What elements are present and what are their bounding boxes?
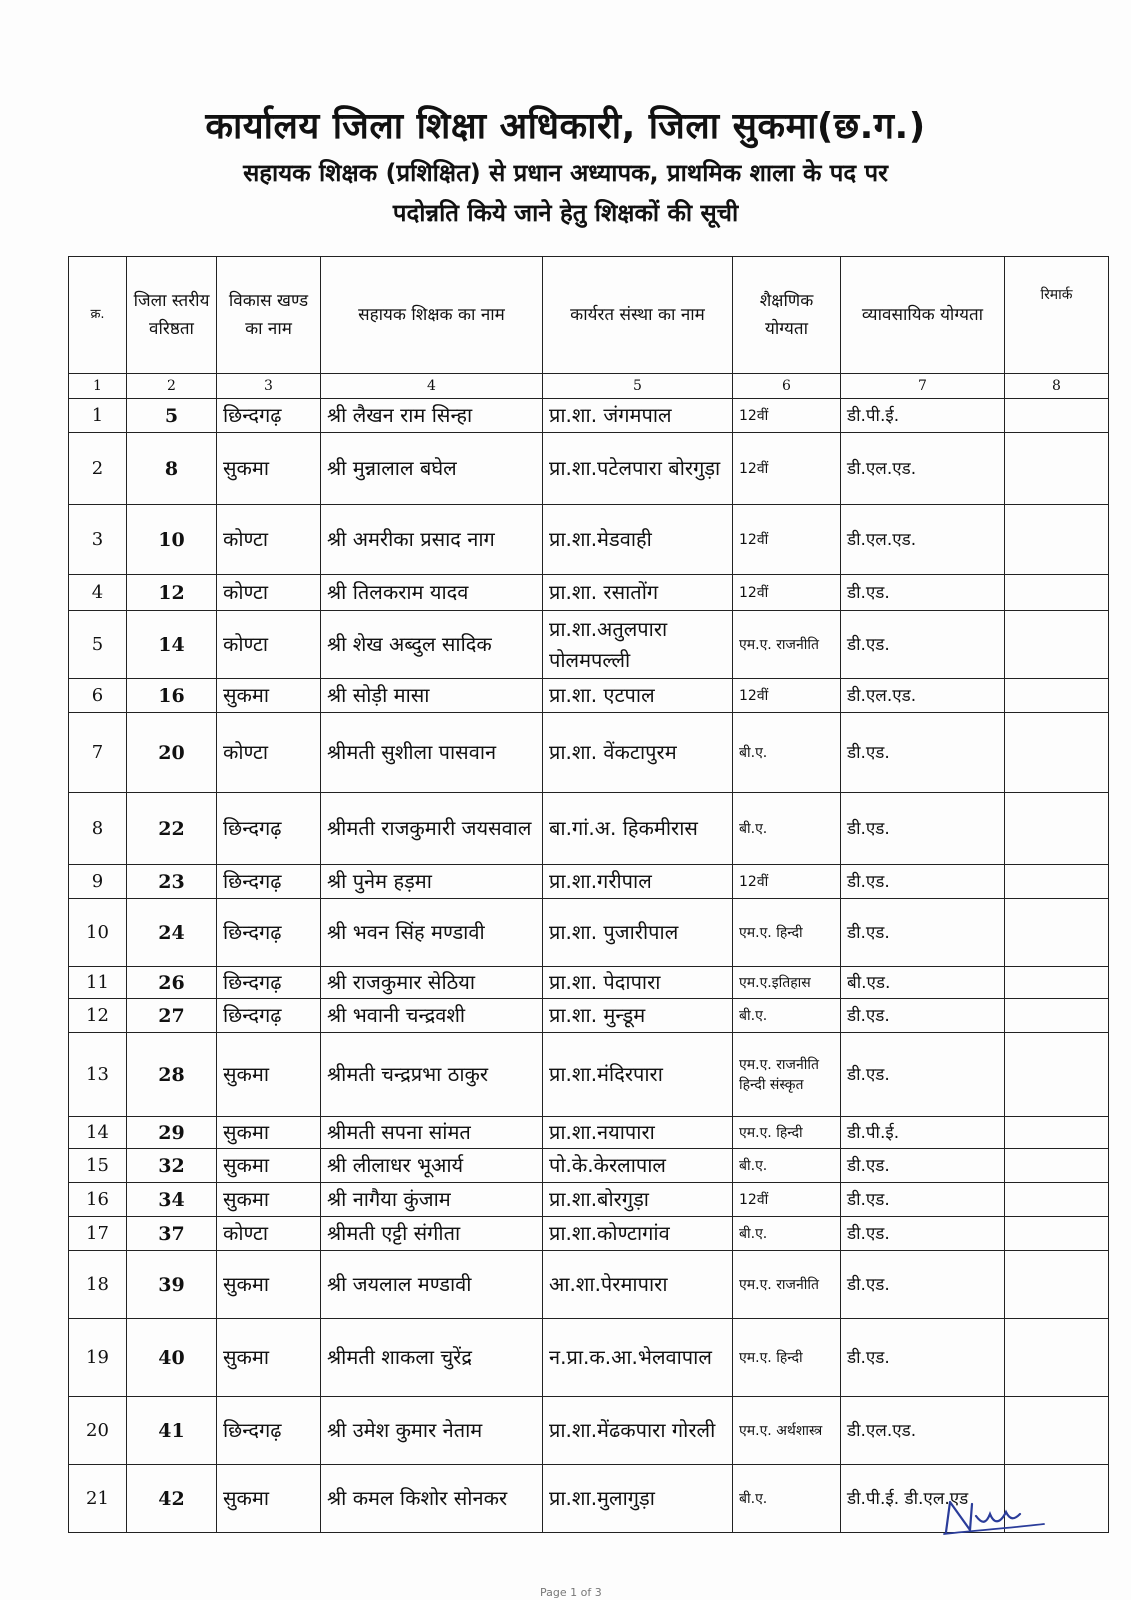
table-row [69, 399, 1109, 433]
remark-cell [1005, 1117, 1109, 1149]
remark-cell [1005, 1149, 1109, 1183]
teacher-name-cell: श्री राजकुमार सेठिया [321, 967, 543, 999]
serial-number-cell: 2 [69, 433, 127, 505]
teacher-name-cell: श्री सोड़ी मासा [321, 679, 543, 713]
institution-cell: पो.के.केरलापाल [543, 1149, 733, 1183]
education-cell: 12वीं [733, 433, 841, 505]
institution-cell: प्रा.शा. रसातोंग [543, 575, 733, 611]
institution-cell: प्रा.शा.मेडवाही [543, 505, 733, 575]
professional-qualification-cell: डी.एड. [841, 899, 1005, 967]
seniority-cell: 34 [127, 1183, 217, 1217]
remark-cell [1005, 575, 1109, 611]
professional-qualification-cell: बी.एड. [841, 967, 1005, 999]
serial-number-cell: 18 [69, 1251, 127, 1319]
serial-number-cell: 9 [69, 865, 127, 899]
institution-cell: आ.शा.पेरमापारा [543, 1251, 733, 1319]
seniority-cell: 24 [127, 899, 217, 967]
professional-qualification-cell: डी.एड. [841, 1033, 1005, 1117]
serial-number-cell: 11 [69, 967, 127, 999]
block-name-cell: छिन्दगढ़ [217, 999, 321, 1033]
block-name-cell: सुकमा [217, 1251, 321, 1319]
serial-number-cell: 5 [69, 611, 127, 679]
teacher-name-cell: श्री कमल किशोर सोनकर [321, 1465, 543, 1533]
remark-cell [1005, 713, 1109, 793]
serial-number-cell: 10 [69, 899, 127, 967]
education-cell: 12वीं [733, 575, 841, 611]
institution-cell: प्रा.शा. पेदापारा [543, 967, 733, 999]
serial-number-cell: 3 [69, 505, 127, 575]
serial-number-cell: 6 [69, 679, 127, 713]
professional-qualification-cell: डी.एड. [841, 713, 1005, 793]
table-row [69, 505, 1109, 575]
column-number: 4 [321, 374, 543, 399]
seniority-cell: 12 [127, 575, 217, 611]
professional-qualification-cell: डी.पी.ई. डी.एल.एड [841, 1465, 1005, 1533]
seniority-cell: 40 [127, 1319, 217, 1397]
remark-cell [1005, 1217, 1109, 1251]
table-row [69, 1117, 1109, 1149]
serial-number-cell: 17 [69, 1217, 127, 1251]
seniority-cell: 10 [127, 505, 217, 575]
block-name-cell: कोण्टा [217, 611, 321, 679]
column-number: 8 [1005, 374, 1109, 399]
table-header-row [69, 257, 1109, 374]
remark-cell [1005, 399, 1109, 433]
education-cell: 12वीं [733, 505, 841, 575]
institution-cell: प्रा.शा.नयापारा [543, 1117, 733, 1149]
seniority-cell: 41 [127, 1397, 217, 1465]
education-cell: एम.ए. अर्थशास्त्र [733, 1397, 841, 1465]
table-row [69, 1033, 1109, 1117]
remark-cell [1005, 899, 1109, 967]
block-name-cell: सुकमा [217, 1033, 321, 1117]
serial-number-cell: 7 [69, 713, 127, 793]
professional-qualification-cell: डी.एड. [841, 999, 1005, 1033]
seniority-cell: 20 [127, 713, 217, 793]
education-cell: एम.ए. राजनीति [733, 611, 841, 679]
remark-cell [1005, 1397, 1109, 1465]
block-name-cell: सुकमा [217, 1149, 321, 1183]
column-header: रिमार्क [1005, 257, 1109, 374]
institution-cell: प्रा.शा. पुजारीपाल [543, 899, 733, 967]
serial-number-cell: 8 [69, 793, 127, 865]
education-cell: बी.ए. [733, 999, 841, 1033]
seniority-cell: 32 [127, 1149, 217, 1183]
teacher-name-cell: श्री पुनेम हड़मा [321, 865, 543, 899]
professional-qualification-cell: डी.एड. [841, 611, 1005, 679]
education-cell: एम.ए.इतिहास [733, 967, 841, 999]
professional-qualification-cell: डी.एड. [841, 865, 1005, 899]
remark-cell [1005, 611, 1109, 679]
teacher-name-cell: श्री भवन सिंह मण्डावी [321, 899, 543, 967]
serial-number-cell: 15 [69, 1149, 127, 1183]
education-cell: एम.ए. राजनीति हिन्दी संस्कृत [733, 1033, 841, 1117]
serial-number-cell: 13 [69, 1033, 127, 1117]
teacher-name-cell: श्री शेख अब्दुल सादिक [321, 611, 543, 679]
institution-cell: प्रा.शा.मुलागुड़ा [543, 1465, 733, 1533]
table-body [69, 399, 1109, 1533]
column-header: शैक्षणिक योग्यता [733, 257, 841, 374]
seniority-cell: 37 [127, 1217, 217, 1251]
professional-qualification-cell: डी.पी.ई. [841, 1117, 1005, 1149]
table-row [69, 967, 1109, 999]
serial-number-cell: 12 [69, 999, 127, 1033]
table-row [69, 1217, 1109, 1251]
seniority-cell: 22 [127, 793, 217, 865]
serial-number-cell: 14 [69, 1117, 127, 1149]
education-cell: 12वीं [733, 865, 841, 899]
remark-cell [1005, 793, 1109, 865]
column-header: व्यावसायिक योग्यता [841, 257, 1005, 374]
education-cell: एम.ए. हिन्दी [733, 899, 841, 967]
seniority-cell: 16 [127, 679, 217, 713]
seniority-cell: 27 [127, 999, 217, 1033]
column-number: 5 [543, 374, 733, 399]
teacher-promotion-table [68, 256, 1109, 1533]
professional-qualification-cell: डी.पी.ई. [841, 399, 1005, 433]
block-name-cell: सुकमा [217, 1319, 321, 1397]
table-row [69, 865, 1109, 899]
seniority-cell: 23 [127, 865, 217, 899]
block-name-cell: छिन्दगढ़ [217, 899, 321, 967]
teacher-name-cell: श्री अमरीका प्रसाद नाग [321, 505, 543, 575]
teacher-name-cell: श्री जयलाल मण्डावी [321, 1251, 543, 1319]
table-row [69, 1319, 1109, 1397]
column-number: 7 [841, 374, 1005, 399]
remark-cell [1005, 505, 1109, 575]
professional-qualification-cell: डी.एल.एड. [841, 679, 1005, 713]
remark-cell [1005, 967, 1109, 999]
seniority-cell: 28 [127, 1033, 217, 1117]
teacher-name-cell: श्री तिलकराम यादव [321, 575, 543, 611]
teacher-name-cell: श्री उमेश कुमार नेताम [321, 1397, 543, 1465]
serial-number-cell: 19 [69, 1319, 127, 1397]
block-name-cell: सुकमा [217, 1117, 321, 1149]
seniority-cell: 26 [127, 967, 217, 999]
professional-qualification-cell: डी.एल.एड. [841, 505, 1005, 575]
seniority-cell: 29 [127, 1117, 217, 1149]
table-row [69, 999, 1109, 1033]
seniority-cell: 5 [127, 399, 217, 433]
institution-cell: प्रा.शा.कोण्टागांव [543, 1217, 733, 1251]
institution-cell: प्रा.शा.गरीपाल [543, 865, 733, 899]
education-cell: एम.ए. हिन्दी [733, 1319, 841, 1397]
remark-cell [1005, 679, 1109, 713]
teacher-name-cell: श्री नागैया कुंजाम [321, 1183, 543, 1217]
professional-qualification-cell: डी.एड. [841, 793, 1005, 865]
column-header: विकास खण्ड का नाम [217, 257, 321, 374]
remark-cell [1005, 865, 1109, 899]
serial-number-cell: 20 [69, 1397, 127, 1465]
table-row [69, 899, 1109, 967]
professional-qualification-cell: डी.एड. [841, 1183, 1005, 1217]
teacher-name-cell: श्रीमती शाकला चुरेंद्र [321, 1319, 543, 1397]
education-cell: एम.ए. हिन्दी [733, 1117, 841, 1149]
institution-cell: प्रा.शा.अतुलपारा पोलमपल्ली [543, 611, 733, 679]
teacher-name-cell: श्रीमती सपना सांमत [321, 1117, 543, 1149]
serial-number-cell: 21 [69, 1465, 127, 1533]
table-row [69, 1251, 1109, 1319]
remark-cell [1005, 999, 1109, 1033]
remark-cell [1005, 433, 1109, 505]
seniority-cell: 8 [127, 433, 217, 505]
block-name-cell: छिन्दगढ़ [217, 865, 321, 899]
professional-qualification-cell: डी.एल.एड. [841, 1397, 1005, 1465]
professional-qualification-cell: डी.एड. [841, 1251, 1005, 1319]
education-cell: 12वीं [733, 1183, 841, 1217]
table-row [69, 793, 1109, 865]
professional-qualification-cell: डी.एड. [841, 1217, 1005, 1251]
block-name-cell: छिन्दगढ़ [217, 793, 321, 865]
block-name-cell: छिन्दगढ़ [217, 967, 321, 999]
block-name-cell: सुकमा [217, 433, 321, 505]
column-number: 2 [127, 374, 217, 399]
teacher-name-cell: श्री लीलाधर भूआर्य [321, 1149, 543, 1183]
table-row [69, 575, 1109, 611]
education-cell: बी.ए. [733, 1217, 841, 1251]
institution-cell: न.प्रा.क.आ.भेलवापाल [543, 1319, 733, 1397]
signature-mark [940, 1494, 1050, 1538]
table-row [69, 713, 1109, 793]
institution-cell: प्रा.शा.बोरगुड़ा [543, 1183, 733, 1217]
table-row [69, 679, 1109, 713]
teacher-name-cell: श्री मुन्नालाल बघेल [321, 433, 543, 505]
institution-cell: प्रा.शा.मेंढकपारा गोरली [543, 1397, 733, 1465]
list-subtitle-line1: सहायक शिक्षक (प्रशिक्षित) से प्रधान अध्यापक, प्राथमिक शाला के पद पर [243, 159, 888, 187]
block-name-cell: कोण्टा [217, 505, 321, 575]
professional-qualification-cell: डी.एड. [841, 575, 1005, 611]
column-header: कार्यरत संस्था का नाम [543, 257, 733, 374]
remark-cell [1005, 1251, 1109, 1319]
list-subtitle-line2: पदोन्नति किये जाने हेतु शिक्षकों की सूची [392, 199, 739, 227]
block-name-cell: छिन्दगढ़ [217, 1397, 321, 1465]
education-cell: बी.ए. [733, 793, 841, 865]
institution-cell: प्रा.शा. मुन्डूम [543, 999, 733, 1033]
table-row [69, 1183, 1109, 1217]
page-number: Page 1 of 3 [540, 1586, 602, 1599]
education-cell: 12वीं [733, 399, 841, 433]
column-number: 6 [733, 374, 841, 399]
remark-cell [1005, 1183, 1109, 1217]
institution-cell: प्रा.शा. वेंकटापुरम [543, 713, 733, 793]
teacher-name-cell: श्रीमती राजकुमारी जयसवाल [321, 793, 543, 865]
serial-number-cell: 4 [69, 575, 127, 611]
block-name-cell: कोण्टा [217, 575, 321, 611]
column-header: सहायक शिक्षक का नाम [321, 257, 543, 374]
column-number: 1 [69, 374, 127, 399]
teacher-name-cell: श्रीमती एट्टी संगीता [321, 1217, 543, 1251]
block-name-cell: सुकमा [217, 1183, 321, 1217]
education-cell: एम.ए. राजनीति [733, 1251, 841, 1319]
education-cell: बी.ए. [733, 1149, 841, 1183]
education-cell: बी.ए. [733, 1465, 841, 1533]
institution-cell: प्रा.शा.मंदिरपारा [543, 1033, 733, 1117]
education-cell: बी.ए. [733, 713, 841, 793]
table-row [69, 433, 1109, 505]
seniority-cell: 14 [127, 611, 217, 679]
teacher-name-cell: श्रीमती सुशीला पासवान [321, 713, 543, 793]
remark-cell [1005, 1319, 1109, 1397]
block-name-cell: सुकमा [217, 1465, 321, 1533]
column-header: क्र. [69, 257, 127, 374]
block-name-cell: कोण्टा [217, 713, 321, 793]
serial-number-cell: 1 [69, 399, 127, 433]
teacher-name-cell: श्री लैखन राम सिन्हा [321, 399, 543, 433]
professional-qualification-cell: डी.एल.एड. [841, 433, 1005, 505]
office-title: कार्यालय जिला शिक्षा अधिकारी, जिला सुकमा(छ.ग.) [205, 106, 926, 147]
institution-cell: बा.गां.अ. हिकमीरास [543, 793, 733, 865]
seniority-cell: 39 [127, 1251, 217, 1319]
column-number: 3 [217, 374, 321, 399]
table-row [69, 1397, 1109, 1465]
education-cell: 12वीं [733, 679, 841, 713]
professional-qualification-cell: डी.एड. [841, 1149, 1005, 1183]
institution-cell: प्रा.शा.पटेलपारा बोरगुड़ा [543, 433, 733, 505]
institution-cell: प्रा.शा. जंगमपाल [543, 399, 733, 433]
column-header: जिला स्तरीय वरिष्ठता [127, 257, 217, 374]
column-number-row [69, 374, 1109, 399]
teacher-name-cell: श्रीमती चन्द्रप्रभा ठाकुर [321, 1033, 543, 1117]
block-name-cell: छिन्दगढ़ [217, 399, 321, 433]
block-name-cell: कोण्टा [217, 1217, 321, 1251]
serial-number-cell: 16 [69, 1183, 127, 1217]
professional-qualification-cell: डी.एड. [841, 1319, 1005, 1397]
table-row [69, 611, 1109, 679]
teacher-name-cell: श्री भवानी चन्द्रवशी [321, 999, 543, 1033]
block-name-cell: सुकमा [217, 679, 321, 713]
institution-cell: प्रा.शा. एटपाल [543, 679, 733, 713]
remark-cell [1005, 1033, 1109, 1117]
table-row [69, 1149, 1109, 1183]
seniority-cell: 42 [127, 1465, 217, 1533]
